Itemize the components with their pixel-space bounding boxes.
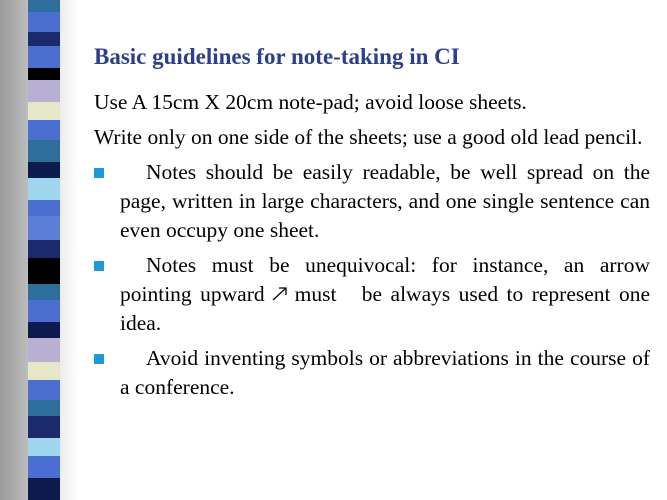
strip-block bbox=[28, 200, 60, 216]
strip-block bbox=[28, 0, 60, 12]
strip-block bbox=[28, 338, 60, 362]
bullet-text bbox=[120, 251, 656, 338]
strip-block bbox=[28, 478, 60, 500]
square-bullet-icon bbox=[94, 168, 104, 178]
strip-block bbox=[28, 400, 60, 416]
bullet-text: Notes should be easily readable, be well spread on the page, written in large characters, and one single sentence can even occupy one sheet. bbox=[120, 160, 650, 242]
arrow-up-right-icon bbox=[271, 281, 289, 297]
bullet-text-before: Notes must be unequivocal: for instance, an arrow pointing upward bbox=[120, 253, 650, 306]
bullet-unequivocal bbox=[94, 251, 656, 338]
strip-block bbox=[28, 240, 60, 258]
bullet-readable bbox=[94, 158, 650, 245]
strip-block bbox=[28, 120, 60, 140]
line-notepad: Use A 15cm X 20cm note-pad; avoid loose sheets. bbox=[94, 90, 527, 114]
strip-block bbox=[28, 380, 60, 400]
strip-block bbox=[28, 46, 60, 68]
square-bullet-icon bbox=[94, 354, 104, 364]
decorative-strip bbox=[28, 0, 60, 500]
strip-block bbox=[28, 216, 60, 240]
bullet-avoid-symbols bbox=[94, 344, 650, 402]
strip-block bbox=[28, 362, 60, 380]
line-one-side: Write only on one side of the sheets; use a good old lead pencil. bbox=[94, 125, 643, 149]
strip-block bbox=[28, 300, 60, 322]
slide-title: Basic guidelines for note-taking in CI bbox=[94, 44, 460, 69]
square-bullet-icon bbox=[94, 261, 104, 271]
strip-block bbox=[28, 258, 60, 284]
strip-block bbox=[28, 12, 60, 32]
strip-block bbox=[28, 32, 60, 46]
strip-block bbox=[28, 322, 60, 338]
bullet-text: Avoid inventing symbols or abbreviations in the course of a conference. bbox=[120, 346, 650, 399]
strip-block bbox=[28, 162, 60, 178]
strip-block bbox=[28, 140, 60, 162]
slide-content bbox=[94, 88, 656, 408]
strip-block bbox=[28, 178, 60, 200]
strip-block bbox=[28, 80, 60, 102]
bullet-text-after: must be always used to represent one idea. bbox=[120, 282, 656, 335]
strip-block bbox=[28, 68, 60, 80]
strip-block bbox=[28, 102, 60, 120]
strip-block bbox=[28, 456, 60, 478]
strip-block bbox=[28, 438, 60, 456]
strip-block bbox=[28, 284, 60, 300]
strip-block bbox=[28, 416, 60, 438]
